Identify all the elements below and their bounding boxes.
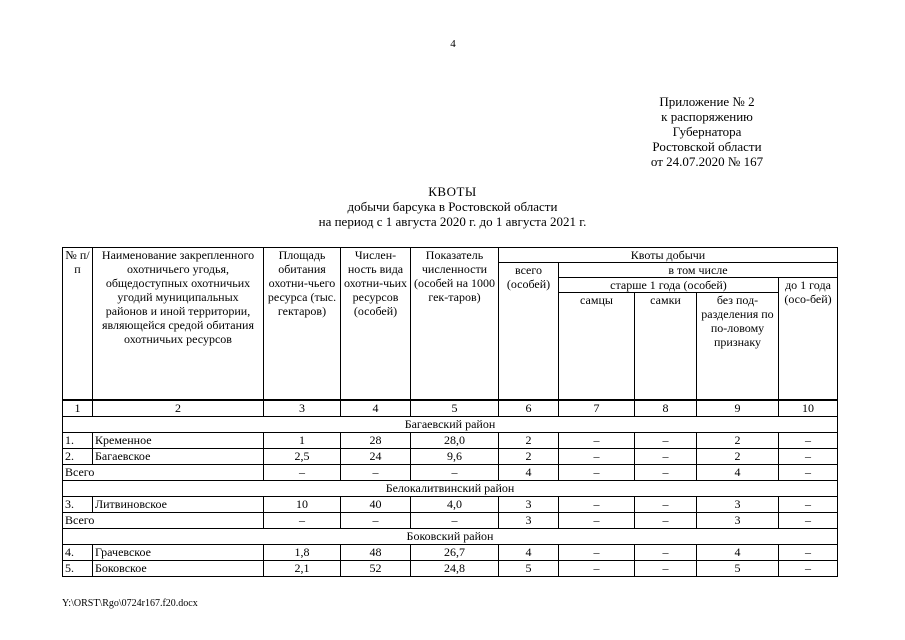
col-number: 6 — [499, 400, 559, 417]
col-number: 1 — [63, 400, 93, 417]
cell-count: – — [341, 512, 411, 528]
total-label: Всего — [63, 512, 264, 528]
cell-count: 52 — [341, 560, 411, 576]
cell-count: 24 — [341, 448, 411, 464]
cell-females: – — [635, 464, 697, 480]
col-number: 3 — [264, 400, 341, 417]
cell-density: 26,7 — [411, 544, 499, 560]
table-row — [63, 560, 838, 576]
cell-name: Грачевское — [93, 544, 264, 560]
appendix-line: к распоряжению — [661, 109, 753, 124]
file-path-footer: Y:\ORST\Rgo\0724r167.f20.docx — [62, 598, 198, 609]
col-number: 7 — [559, 400, 635, 417]
col-number: 8 — [635, 400, 697, 417]
cell-area: 1 — [264, 432, 341, 448]
header-older: старше 1 года (особей) — [559, 278, 779, 293]
district-name: Боковский район — [63, 528, 838, 544]
cell-count: – — [341, 464, 411, 480]
header-density: Показатель численности (особей на 1000 гек-таров) — [411, 248, 499, 400]
cell-area: – — [264, 464, 341, 480]
col-number: 2 — [93, 400, 264, 417]
cell-area: 1,8 — [264, 544, 341, 560]
header-incl: в том числе — [559, 263, 838, 278]
cell-area: – — [264, 512, 341, 528]
cell-name: Литвиновское — [93, 496, 264, 512]
cell-total: 2 — [499, 448, 559, 464]
cell-males: – — [559, 448, 635, 464]
cell-males: – — [559, 544, 635, 560]
title-main: КВОТЫ — [428, 184, 477, 199]
cell-females: – — [635, 432, 697, 448]
cell-area: 2,5 — [264, 448, 341, 464]
cell-males: – — [559, 464, 635, 480]
cell-name: Боковское — [93, 560, 264, 576]
district-section — [63, 416, 838, 480]
cell-area: 10 — [264, 496, 341, 512]
cell-area: 2,1 — [264, 560, 341, 576]
cell-name: Кременное — [93, 432, 264, 448]
cell-males: – — [559, 432, 635, 448]
cell-density: 28,0 — [411, 432, 499, 448]
cell-count: 28 — [341, 432, 411, 448]
cell-males: – — [559, 496, 635, 512]
district-section — [63, 480, 838, 528]
header-under: до 1 года (осо-бей) — [779, 278, 838, 400]
col-number: 4 — [341, 400, 411, 417]
total-row — [63, 512, 838, 528]
cell-num: 3. — [63, 496, 93, 512]
table-row — [63, 496, 838, 512]
cell-under: – — [779, 496, 838, 512]
appendix-line: Губернатора — [672, 124, 742, 139]
cell-under: – — [779, 448, 838, 464]
cell-under: – — [779, 560, 838, 576]
table-header — [63, 248, 838, 417]
title-subtitle: добычи барсука в Ростовской области — [347, 199, 558, 214]
cell-nosex: 3 — [697, 512, 779, 528]
cell-nosex: 4 — [697, 544, 779, 560]
cell-count: 40 — [341, 496, 411, 512]
header-females: самки — [635, 293, 697, 400]
cell-num: 2. — [63, 448, 93, 464]
page-number: 4 — [450, 38, 456, 50]
cell-total: 5 — [499, 560, 559, 576]
header-total: всего (особей) — [499, 263, 559, 400]
cell-females: – — [635, 512, 697, 528]
table-row — [63, 448, 838, 464]
cell-count: 48 — [341, 544, 411, 560]
cell-nosex: 4 — [697, 464, 779, 480]
quota-table — [62, 247, 838, 577]
header-males: самцы — [559, 293, 635, 400]
appendix-line: Ростовской области — [652, 139, 762, 154]
cell-density: – — [411, 512, 499, 528]
total-label: Всего — [63, 464, 264, 480]
header-nosex: без под-разделения по по-ловому признаку — [697, 293, 779, 400]
cell-total: 3 — [499, 496, 559, 512]
header-area: Площадь обитания охотни-чьего ресурса (тыс. гектаров) — [264, 248, 341, 400]
col-number: 5 — [411, 400, 499, 417]
cell-nosex: 5 — [697, 560, 779, 576]
cell-females: – — [635, 448, 697, 464]
district-section — [63, 528, 838, 576]
appendix-line: Приложение № 2 — [659, 94, 755, 109]
header-count: Числен-ность вида охотни-чьих ресурсов (особей) — [341, 248, 411, 400]
total-row — [63, 464, 838, 480]
district-name: Белокалитвинский район — [63, 480, 838, 496]
district-name: Багаевский район — [63, 416, 838, 432]
cell-under: – — [779, 544, 838, 560]
cell-females: – — [635, 560, 697, 576]
header-name: Наименование закрепленного охотничьего угодья, общедоступных охотничьих угодий муниципальных районов и иной территории, являющейся средой обитания охотничьих ресурсов — [93, 248, 264, 400]
title-period: на период с 1 августа 2020 г. до 1 августа 2021 г. — [318, 214, 587, 229]
appendix-line: от 24.07.2020 № 167 — [650, 154, 764, 169]
appendix-block — [607, 94, 807, 169]
cell-under: – — [779, 512, 838, 528]
cell-nosex: 2 — [697, 432, 779, 448]
header-quotas: Квоты добычи — [499, 248, 838, 263]
cell-males: – — [559, 512, 635, 528]
col-number: 10 — [779, 400, 838, 417]
cell-nosex: 2 — [697, 448, 779, 464]
cell-females: – — [635, 496, 697, 512]
cell-total: 4 — [499, 544, 559, 560]
cell-num: 4. — [63, 544, 93, 560]
cell-total: 2 — [499, 432, 559, 448]
header-num: № п/п — [63, 248, 93, 400]
cell-nosex: 3 — [697, 496, 779, 512]
cell-num: 5. — [63, 560, 93, 576]
cell-density: 4,0 — [411, 496, 499, 512]
cell-under: – — [779, 464, 838, 480]
cell-males: – — [559, 560, 635, 576]
column-number-row — [63, 400, 838, 417]
table-row — [63, 432, 838, 448]
cell-density: – — [411, 464, 499, 480]
cell-total: 4 — [499, 464, 559, 480]
cell-females: – — [635, 544, 697, 560]
table-row — [63, 544, 838, 560]
cell-density: 9,6 — [411, 448, 499, 464]
document-title — [0, 184, 905, 229]
cell-name: Багаевское — [93, 448, 264, 464]
cell-total: 3 — [499, 512, 559, 528]
cell-under: – — [779, 432, 838, 448]
col-number: 9 — [697, 400, 779, 417]
cell-num: 1. — [63, 432, 93, 448]
cell-density: 24,8 — [411, 560, 499, 576]
